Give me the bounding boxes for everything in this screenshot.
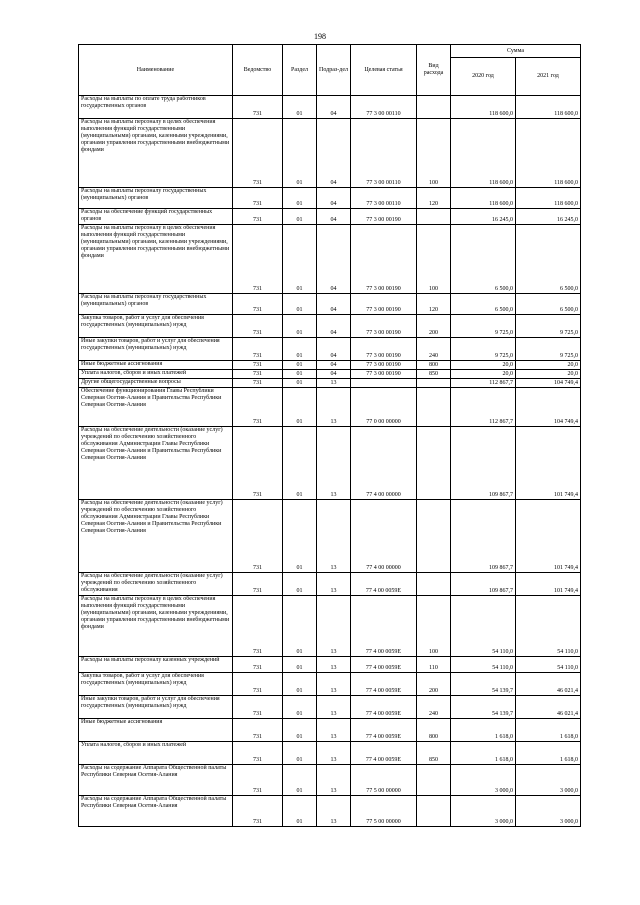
row-vid: 100: [417, 225, 451, 294]
row-sum-2021: 9 725,0: [516, 338, 581, 361]
page-number: 198: [314, 32, 326, 41]
table-row: [79, 315, 581, 338]
row-sum-2021: 16 245,0: [516, 209, 581, 225]
row-csr: 77 3 00 00190: [351, 209, 417, 225]
row-vid: 240: [417, 338, 451, 361]
row-vedomstvo: 731: [233, 596, 283, 657]
row-razdel: 01: [283, 765, 317, 796]
row-vedomstvo: 731: [233, 315, 283, 338]
row-podrazdel: 04: [317, 96, 351, 119]
row-podrazdel: 04: [317, 225, 351, 294]
row-name: Уплата налогов, сборов и иных платежей: [79, 742, 233, 765]
row-razdel: 01: [283, 719, 317, 742]
row-csr: 77 3 00 00190: [351, 315, 417, 338]
row-sum-2021: 118 600,0: [516, 96, 581, 119]
table-row: [79, 188, 581, 209]
row-csr: 77 3 00 00110: [351, 119, 417, 188]
table-row: [79, 388, 581, 427]
row-vedomstvo: 731: [233, 294, 283, 315]
table-row: [79, 119, 581, 188]
row-sum-2020: 112 867,7: [451, 379, 516, 388]
row-vid: 240: [417, 696, 451, 719]
row-vid: 200: [417, 673, 451, 696]
row-vid: 100: [417, 119, 451, 188]
row-csr: 77 4 00 0059Е: [351, 742, 417, 765]
row-vedomstvo: 731: [233, 796, 283, 827]
row-sum-2021: 9 725,0: [516, 315, 581, 338]
row-name: Расходы на выплаты персоналу в целях обеспечения выполнения функций государственными (муниципальными) органами, казенными учреждениями, органами управления государственными внебюджетными фондами: [79, 225, 233, 294]
row-vedomstvo: 731: [233, 657, 283, 673]
table-row: [79, 96, 581, 119]
row-csr: 77 4 00 0059Е: [351, 719, 417, 742]
row-vedomstvo: 731: [233, 96, 283, 119]
row-csr: 77 3 00 00190: [351, 338, 417, 361]
row-sum-2020: 54 139,7: [451, 696, 516, 719]
row-sum-2020: 6 500,0: [451, 294, 516, 315]
row-vid: [417, 388, 451, 427]
row-razdel: 01: [283, 379, 317, 388]
row-name: Расходы на обеспечение деятельности (оказание услуг) учреждений по обеспечению хозяйственного обслуживания Администрации Главы Республики Северная Осетия-Алания и Правительства Республики Северная Осетия-Алания: [79, 427, 233, 500]
row-name: Расходы на обеспечение функций государственных органов: [79, 209, 233, 225]
header-vedomstvo: Ведомство: [233, 45, 283, 96]
budget-table: [78, 44, 581, 827]
row-sum-2021: 46 021,4: [516, 696, 581, 719]
row-sum-2021: 101 749,4: [516, 427, 581, 500]
table-row: [79, 338, 581, 361]
row-name: Закупка товаров, работ и услуг для обеспечения государственных (муниципальных) нужд: [79, 673, 233, 696]
row-sum-2021: 101 749,4: [516, 573, 581, 596]
row-csr: 77 4 00 0059Е: [351, 673, 417, 696]
row-sum-2020: 54 110,0: [451, 596, 516, 657]
table-row: [79, 225, 581, 294]
row-sum-2020: 3 000,0: [451, 796, 516, 827]
row-sum-2021: 104 749,4: [516, 388, 581, 427]
row-sum-2021: 54 110,0: [516, 657, 581, 673]
row-vedomstvo: 731: [233, 427, 283, 500]
row-podrazdel: 13: [317, 673, 351, 696]
row-podrazdel: 13: [317, 765, 351, 796]
row-csr: 77 3 00 00190: [351, 370, 417, 379]
row-sum-2021: 54 110,0: [516, 596, 581, 657]
row-name: Расходы на обеспечение деятельности (оказание услуг) учреждений по обеспечению хозяйственного обслуживания Администрации Главы Республики Северная Осетия-Алания и Правительства Республики Северная Осетия-Алания: [79, 500, 233, 573]
row-sum-2020: 109 867,7: [451, 500, 516, 573]
row-vid: [417, 209, 451, 225]
row-vid: 800: [417, 361, 451, 370]
row-razdel: 01: [283, 361, 317, 370]
row-vid: [417, 500, 451, 573]
table-row: [79, 500, 581, 573]
row-csr: 77 3 00 00110: [351, 96, 417, 119]
row-vid: 100: [417, 596, 451, 657]
row-razdel: 01: [283, 427, 317, 500]
row-podrazdel: 13: [317, 379, 351, 388]
row-name: Иные бюджетные ассигнования: [79, 361, 233, 370]
row-sum-2021: 46 021,4: [516, 673, 581, 696]
row-razdel: 01: [283, 673, 317, 696]
row-name: Иные закупки товаров, работ и услуг для обеспечения государственных (муниципальных) нужд: [79, 696, 233, 719]
row-sum-2021: 3 000,0: [516, 765, 581, 796]
row-podrazdel: 04: [317, 294, 351, 315]
row-csr: 77 4 00 00000: [351, 500, 417, 573]
row-podrazdel: 13: [317, 796, 351, 827]
row-razdel: 01: [283, 96, 317, 119]
row-sum-2020: 20,0: [451, 370, 516, 379]
header-summa: Сумма: [451, 45, 581, 58]
row-vedomstvo: 731: [233, 673, 283, 696]
row-vedomstvo: 731: [233, 119, 283, 188]
row-vedomstvo: 731: [233, 338, 283, 361]
header-name: Наименование: [79, 45, 233, 96]
row-sum-2020: 9 725,0: [451, 338, 516, 361]
row-vid: 120: [417, 294, 451, 315]
row-name: Расходы на обеспечение деятельности (оказание услуг) учреждений по обеспечению хозяйственного обслуживания: [79, 573, 233, 596]
row-sum-2020: 3 000,0: [451, 765, 516, 796]
row-name: Расходы на содержание Аппарата Общественной палаты Республики Северная Осетия-Алания: [79, 765, 233, 796]
row-vedomstvo: 731: [233, 696, 283, 719]
table-row: [79, 361, 581, 370]
row-sum-2020: 20,0: [451, 361, 516, 370]
row-razdel: 01: [283, 657, 317, 673]
row-name: Иные закупки товаров, работ и услуг для обеспечения государственных (муниципальных) нужд: [79, 338, 233, 361]
row-name: Обеспечение функционирования Главы Республики Северная Осетия-Алания и Правительства Республики Северная Осетия-Алания: [79, 388, 233, 427]
row-razdel: 01: [283, 500, 317, 573]
row-csr: 77 5 00 00000: [351, 796, 417, 827]
row-razdel: 01: [283, 696, 317, 719]
row-sum-2020: 6 500,0: [451, 225, 516, 294]
row-razdel: 01: [283, 294, 317, 315]
row-podrazdel: 04: [317, 370, 351, 379]
row-vedomstvo: 731: [233, 765, 283, 796]
row-vedomstvo: 731: [233, 573, 283, 596]
header-razdel: Раздел: [283, 45, 317, 96]
row-name: Расходы на выплаты по оплате труда работников государственных органов: [79, 96, 233, 119]
row-csr: 77 4 00 0059Е: [351, 596, 417, 657]
row-sum-2021: 101 749,4: [516, 500, 581, 573]
table-row: [79, 573, 581, 596]
row-razdel: 01: [283, 315, 317, 338]
row-podrazdel: 04: [317, 119, 351, 188]
row-vedomstvo: 731: [233, 209, 283, 225]
row-razdel: 01: [283, 188, 317, 209]
row-sum-2020: 16 245,0: [451, 209, 516, 225]
table-row: [79, 427, 581, 500]
table-row: [79, 379, 581, 388]
row-vedomstvo: 731: [233, 742, 283, 765]
header-year-2020: 2020 год: [451, 58, 516, 96]
header-podrazdel: Подраз-дел: [317, 45, 351, 96]
row-vid: [417, 765, 451, 796]
row-podrazdel: 13: [317, 696, 351, 719]
row-sum-2021: 118 600,0: [516, 119, 581, 188]
row-razdel: 01: [283, 742, 317, 765]
row-podrazdel: 13: [317, 427, 351, 500]
row-vid: [417, 379, 451, 388]
row-name: Расходы на выплаты персоналу в целях обеспечения выполнения функций государственными (муниципальными) органами, казенными учреждениями, органами управления государственными внебюджетными фондами: [79, 596, 233, 657]
row-vedomstvo: 731: [233, 225, 283, 294]
row-sum-2020: 109 867,7: [451, 427, 516, 500]
header-csr: Целевая статья: [351, 45, 417, 96]
row-podrazdel: 13: [317, 500, 351, 573]
row-sum-2020: 118 600,0: [451, 188, 516, 209]
row-podrazdel: 13: [317, 719, 351, 742]
row-podrazdel: 04: [317, 361, 351, 370]
row-csr: 77 4 00 0059Е: [351, 696, 417, 719]
table-row: [79, 742, 581, 765]
row-sum-2020: 54 110,0: [451, 657, 516, 673]
row-razdel: 01: [283, 338, 317, 361]
row-sum-2021: 20,0: [516, 361, 581, 370]
row-razdel: 01: [283, 209, 317, 225]
row-vedomstvo: 731: [233, 719, 283, 742]
row-csr: 77 4 00 0059Е: [351, 573, 417, 596]
header-year-2021: 2021 год: [516, 58, 581, 96]
row-vid: 800: [417, 719, 451, 742]
row-name: Уплата налогов, сборов и иных платежей: [79, 370, 233, 379]
row-podrazdel: 13: [317, 596, 351, 657]
table-row: [79, 209, 581, 225]
row-vid: [417, 573, 451, 596]
row-name: Иные бюджетные ассигнования: [79, 719, 233, 742]
table-row: [79, 796, 581, 827]
row-csr: 77 4 00 0059Е: [351, 657, 417, 673]
row-vid: [417, 96, 451, 119]
row-sum-2021: 6 500,0: [516, 225, 581, 294]
row-vedomstvo: 731: [233, 500, 283, 573]
row-vedomstvo: 731: [233, 370, 283, 379]
row-sum-2021: 6 500,0: [516, 294, 581, 315]
row-razdel: 01: [283, 370, 317, 379]
row-vedomstvo: 731: [233, 379, 283, 388]
row-sum-2020: 1 618,0: [451, 719, 516, 742]
row-razdel: 01: [283, 596, 317, 657]
row-name: Другие общегосударственные вопросы: [79, 379, 233, 388]
row-csr: 77 3 00 00190: [351, 225, 417, 294]
row-vid: 850: [417, 370, 451, 379]
table-row: [79, 294, 581, 315]
row-name: Расходы на содержание Аппарата Общественной палаты Республики Северная Осетия-Алания: [79, 796, 233, 827]
row-podrazdel: 04: [317, 188, 351, 209]
table-row: [79, 657, 581, 673]
row-razdel: 01: [283, 225, 317, 294]
row-razdel: 01: [283, 573, 317, 596]
row-sum-2020: 118 600,0: [451, 119, 516, 188]
row-name: Закупка товаров, работ и услуг для обеспечения государственных (муниципальных) нужд: [79, 315, 233, 338]
row-sum-2020: 109 867,7: [451, 573, 516, 596]
row-name: Расходы на выплаты персоналу государственных (муниципальных) органов: [79, 188, 233, 209]
row-sum-2021: 20,0: [516, 370, 581, 379]
row-csr: [351, 379, 417, 388]
row-csr: 77 3 00 00110: [351, 188, 417, 209]
row-name: Расходы на выплаты персоналу казенных учреждений: [79, 657, 233, 673]
table-row: [79, 596, 581, 657]
row-podrazdel: 04: [317, 209, 351, 225]
row-vedomstvo: 731: [233, 361, 283, 370]
row-sum-2021: 104 749,4: [516, 379, 581, 388]
table-row: [79, 370, 581, 379]
row-sum-2021: 3 000,0: [516, 796, 581, 827]
row-csr: 77 3 00 00190: [351, 294, 417, 315]
row-razdel: 01: [283, 796, 317, 827]
row-name: Расходы на выплаты персоналу в целях обеспечения выполнения функций государственными (муниципальными) органами, казенными учреждениями, органами управления государственными внебюджетными фондами: [79, 119, 233, 188]
row-vid: 120: [417, 188, 451, 209]
row-sum-2020: 118 600,0: [451, 96, 516, 119]
row-sum-2021: 118 600,0: [516, 188, 581, 209]
table-row: [79, 719, 581, 742]
row-vid: [417, 796, 451, 827]
row-vid: 200: [417, 315, 451, 338]
row-sum-2020: 1 618,0: [451, 742, 516, 765]
row-vid: 110: [417, 657, 451, 673]
row-sum-2021: 1 618,0: [516, 719, 581, 742]
row-sum-2020: 9 725,0: [451, 315, 516, 338]
row-csr: 77 3 00 00190: [351, 361, 417, 370]
row-podrazdel: 13: [317, 657, 351, 673]
row-csr: 77 4 00 00000: [351, 427, 417, 500]
row-vedomstvo: 731: [233, 188, 283, 209]
row-csr: 77 0 00 00000: [351, 388, 417, 427]
row-name: Расходы на выплаты персоналу государственных (муниципальных) органов: [79, 294, 233, 315]
row-vid: [417, 427, 451, 500]
row-podrazdel: 04: [317, 338, 351, 361]
row-podrazdel: 13: [317, 742, 351, 765]
row-razdel: 01: [283, 119, 317, 188]
row-podrazdel: 04: [317, 315, 351, 338]
row-csr: 77 5 00 00000: [351, 765, 417, 796]
row-sum-2020: 54 139,7: [451, 673, 516, 696]
table-body: [79, 96, 581, 827]
row-razdel: 01: [283, 388, 317, 427]
row-podrazdel: 13: [317, 573, 351, 596]
table-row: [79, 696, 581, 719]
row-vid: 850: [417, 742, 451, 765]
table-row: [79, 765, 581, 796]
header-vid: Вид расхода: [417, 45, 451, 96]
row-podrazdel: 13: [317, 388, 351, 427]
row-vedomstvo: 731: [233, 388, 283, 427]
row-sum-2020: 112 867,7: [451, 388, 516, 427]
row-sum-2021: 1 618,0: [516, 742, 581, 765]
table-row: [79, 673, 581, 696]
